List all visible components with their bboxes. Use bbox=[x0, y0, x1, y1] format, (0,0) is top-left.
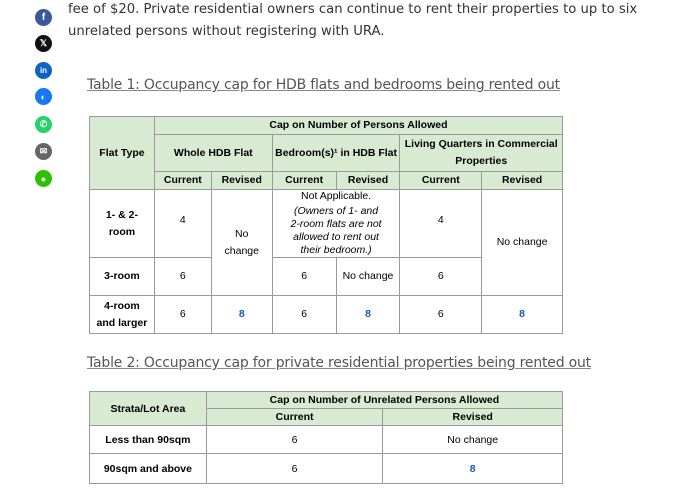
header-whole-flat: Whole HDB Flat bbox=[154, 135, 272, 172]
private-occupancy-table bbox=[89, 391, 563, 484]
whatsapp-icon[interactable]: ✆ bbox=[35, 116, 52, 133]
header-living-quarters: Living Quarters in Commercial Properties bbox=[400, 135, 563, 172]
cell-value: 6 bbox=[400, 296, 482, 334]
cell-value: 6 bbox=[154, 258, 211, 296]
cell-value-revised: 8 bbox=[383, 454, 563, 484]
not-applicable-note: (Owners of 1- and 2-room flats are not allowed to rent out their bedroom.) bbox=[290, 205, 382, 256]
header-bedroom: Bedroom(s)¹ in HDB Flat bbox=[272, 135, 400, 172]
cell-value: No change bbox=[336, 258, 400, 296]
header-current: Current bbox=[272, 172, 336, 190]
row-area: 90sqm and above bbox=[90, 454, 207, 484]
table-row bbox=[90, 190, 563, 258]
cell-value: 6 bbox=[272, 296, 336, 334]
email-icon[interactable]: ✉ bbox=[35, 143, 52, 160]
header-revised: Revised bbox=[482, 172, 563, 190]
header-flat-type: Flat Type bbox=[90, 117, 155, 190]
cell-value-revised: 8 bbox=[336, 296, 400, 334]
cell-value: 6 bbox=[206, 454, 383, 484]
table2-caption: Table 2: Occupancy cap for private residential properties being rented out bbox=[87, 355, 591, 371]
article-paragraph: fee of $20. Private residential owners can continue to rent their properties to up to six unrelated persons without registering with URA. bbox=[68, 2, 638, 39]
header-revised: Revised bbox=[336, 172, 400, 190]
wechat-icon[interactable]: ● bbox=[35, 170, 52, 187]
cell-value: No change bbox=[482, 190, 563, 296]
header-current: Current bbox=[400, 172, 482, 190]
table-row bbox=[90, 426, 563, 454]
header-current: Current bbox=[154, 172, 211, 190]
cell-value: No change bbox=[383, 426, 563, 454]
cell-value-revised: 8 bbox=[482, 296, 563, 334]
header-revised: Revised bbox=[383, 409, 563, 426]
row-flat-type: 1- & 2-room bbox=[90, 190, 155, 258]
row-flat-type: 4-room and larger bbox=[90, 296, 155, 334]
cell-value-revised: 8 bbox=[211, 296, 272, 334]
cell-value: 6 bbox=[206, 426, 383, 454]
cell-value: No change bbox=[211, 190, 272, 296]
cell-value: 6 bbox=[154, 296, 211, 334]
header-current: Current bbox=[206, 409, 383, 426]
cell-value: 6 bbox=[400, 258, 482, 296]
header-revised: Revised bbox=[211, 172, 272, 190]
header-cap-persons: Cap on Number of Persons Allowed bbox=[154, 117, 562, 135]
not-applicable-text: Not Applicable. bbox=[301, 190, 372, 202]
cell-value: 4 bbox=[400, 190, 482, 258]
table1-caption: Table 1: Occupancy cap for HDB flats and bedrooms being rented out bbox=[87, 77, 560, 93]
cell-value: 4 bbox=[154, 190, 211, 258]
x-icon[interactable]: 𝕏 bbox=[35, 35, 52, 52]
table-row bbox=[90, 296, 563, 334]
messenger-icon[interactable]: ◐ bbox=[35, 88, 52, 105]
cell-value: 6 bbox=[272, 258, 336, 296]
hdb-occupancy-table bbox=[89, 116, 563, 334]
header-cap-unrelated: Cap on Number of Unrelated Persons Allowed bbox=[206, 392, 562, 409]
row-area: Less than 90sqm bbox=[90, 426, 207, 454]
table-row bbox=[90, 454, 563, 484]
header-strata-area: Strata/Lot Area bbox=[90, 392, 207, 426]
linkedin-icon[interactable]: in bbox=[35, 62, 52, 79]
row-flat-type: 3-room bbox=[90, 258, 155, 296]
cell-not-applicable bbox=[272, 190, 400, 258]
facebook-icon[interactable]: f bbox=[35, 9, 52, 26]
